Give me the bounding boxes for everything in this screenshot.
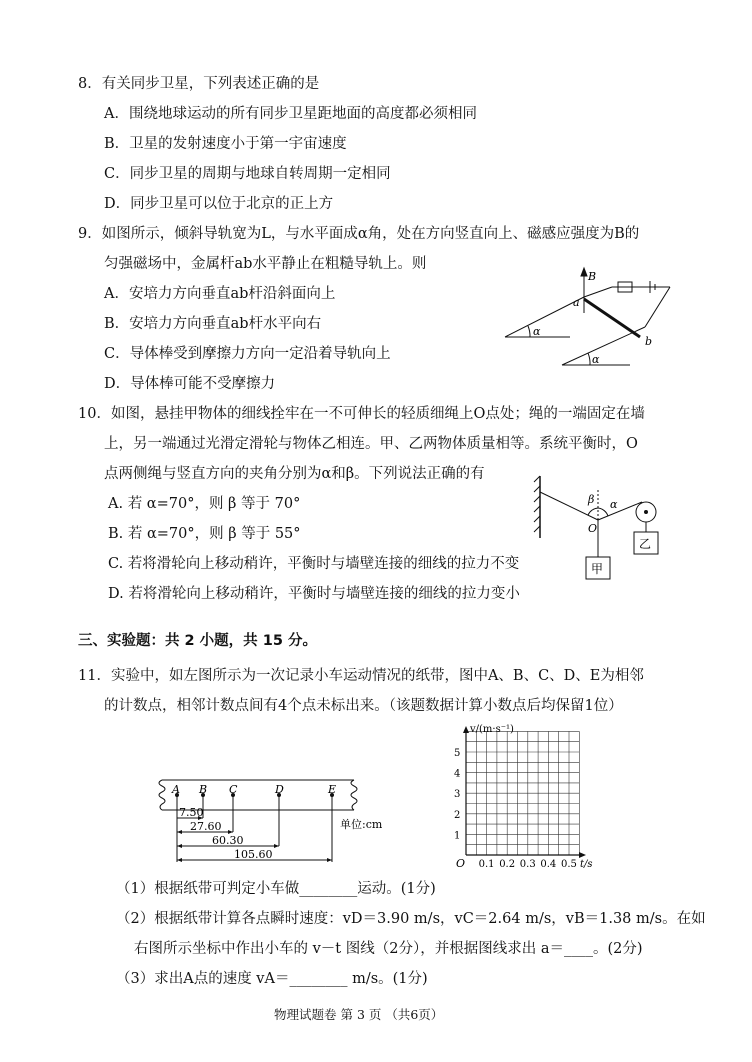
q9-label-a: a bbox=[573, 296, 580, 309]
q9-option-d: D．导体棒可能不受摩擦力 bbox=[104, 376, 276, 392]
q10-label-O: O bbox=[588, 522, 598, 535]
q11-sub-3: （3）求出A点的速度 vA＝________ m/s。(1分) bbox=[116, 971, 428, 987]
q9-stem-2: 匀强磁场中，金属杆ab水平静止在粗糙导轨上。则 bbox=[104, 256, 427, 272]
q10-stem-1: 10．如图，悬挂甲物体的细线拴牢在一不可伸长的轻质细绳上O点处；绳的一端固定在墙 bbox=[78, 406, 645, 422]
q11-stem-2: 的计数点，相邻计数点间有4个点未标出来。（该题数据计算小数点后均保留1位） bbox=[104, 698, 623, 714]
q8-stem: 8．有关同步卫星，下列表述正确的是 bbox=[78, 76, 320, 92]
graph-xtick-label: 0.2 bbox=[499, 859, 516, 870]
q9-option-c: C．导体棒受到摩擦力方向一定沿着导轨向上 bbox=[104, 346, 391, 362]
graph-xtick-label: 0.1 bbox=[478, 859, 495, 870]
tape-point-B: B bbox=[199, 783, 208, 796]
q11-sub-2-line-2: 右图所示坐标中作出小车的 v－t 图线（2分），并根据图线求出 a＝____。(2分) bbox=[134, 941, 643, 957]
tape-point-C: C bbox=[229, 783, 238, 796]
graph-ytick-label: 3 bbox=[454, 789, 461, 801]
q8-option-d: D．同步卫星可以位于北京的正上方 bbox=[104, 196, 334, 212]
tape-point-A: A bbox=[172, 783, 180, 796]
q10-stem-2: 上，另一端通过光滑定滑轮与物体乙相连。甲、乙两物体质量相等。系统平衡时，O bbox=[104, 436, 638, 452]
tape-point-E: E bbox=[328, 783, 337, 796]
tape-distance-AE: 105.60 bbox=[234, 848, 273, 861]
q9-label-alpha-1: α bbox=[533, 325, 541, 338]
q9-label-B: B bbox=[588, 270, 597, 283]
q9-option-a: A．安培力方向垂直ab杆沿斜面向上 bbox=[104, 286, 336, 302]
q10-label-alpha: α bbox=[610, 498, 618, 511]
graph-origin: O bbox=[456, 857, 466, 870]
q11-sub-2-line-1: （2）根据纸带计算各点瞬时速度：vD＝3.90 m/s，vC＝2.64 m/s，vB＝1.38 m/s。在如 bbox=[116, 911, 706, 927]
q9-option-b: B．安培力方向垂直ab杆水平向右 bbox=[104, 316, 322, 332]
q10-pulley-figure bbox=[530, 470, 690, 590]
q9-label-b: b bbox=[645, 335, 653, 348]
q10-stem-3: 点两侧绳与竖直方向的夹角分别为α和β。下列说法正确的有 bbox=[104, 466, 485, 482]
section-3-title: 三、实验题：共 2 小题，共 15 分。 bbox=[78, 633, 317, 649]
tape-unit: 单位:cm bbox=[340, 818, 383, 831]
q8-option-c: C．同步卫星的周期与地球自转周期一定相同 bbox=[104, 166, 391, 182]
q9-rail-figure bbox=[500, 265, 700, 370]
q9-stem-1: 9．如图所示，倾斜导轨宽为L，与水平面成α角，处在方向竖直向上、磁感应强度为B的 bbox=[78, 226, 640, 242]
q10-label-yi: 乙 bbox=[639, 537, 652, 551]
q11-sub-1: （1）根据纸带可判定小车做________运动。(1分) bbox=[116, 881, 436, 897]
graph-xtick-label: 0.5 bbox=[561, 859, 577, 870]
q8-option-b: B．卫星的发射速度小于第一宇宙速度 bbox=[104, 136, 347, 152]
graph-xtick-label: 0.3 bbox=[519, 859, 536, 870]
q10-option-b: B. 若 α=70°，则 β 等于 55° bbox=[108, 526, 301, 542]
q10-option-d: D. 若将滑轮向上移动稍许，平衡时与墙壁连接的细线的拉力变小 bbox=[108, 586, 520, 602]
page-footer: 物理试题卷 第 3 页 （共6页） bbox=[274, 1007, 444, 1022]
graph-ytick-label: 1 bbox=[454, 830, 461, 842]
q10-option-c: C. 若将滑轮向上移动稍许，平衡时与墙壁连接的细线的拉力不变 bbox=[108, 556, 520, 572]
q10-label-jia: 甲 bbox=[591, 562, 604, 576]
graph-ylabel: v/(m·s⁻¹) bbox=[470, 724, 514, 735]
tape-point-D: D bbox=[275, 783, 284, 796]
tape-distance-AC: 27.60 bbox=[190, 820, 222, 833]
q8-option-a: A．围绕地球运动的所有同步卫星距地面的高度都必须相同 bbox=[104, 106, 477, 122]
q11-vt-graph bbox=[440, 720, 600, 870]
q10-option-a: A. 若 α=70°，则 β 等于 70° bbox=[108, 496, 301, 512]
q11-paper-tape bbox=[150, 770, 400, 875]
graph-xlabel: t/s bbox=[580, 859, 593, 870]
graph-xtick-label: 0.4 bbox=[540, 859, 557, 870]
q9-label-alpha-2: α bbox=[592, 353, 600, 366]
q11-stem-1: 11．实验中，如左图所示为一次记录小车运动情况的纸带，图中A、B、C、D、E为相邻 bbox=[78, 668, 644, 684]
q10-label-beta: β bbox=[588, 493, 595, 506]
graph-ytick-label: 2 bbox=[454, 809, 461, 821]
tape-distance-AD: 60.30 bbox=[212, 834, 244, 847]
graph-ytick-label: 4 bbox=[454, 768, 461, 780]
graph-ytick-label: 5 bbox=[454, 748, 461, 759]
tape-distance-AB: 7.50 bbox=[179, 806, 204, 819]
